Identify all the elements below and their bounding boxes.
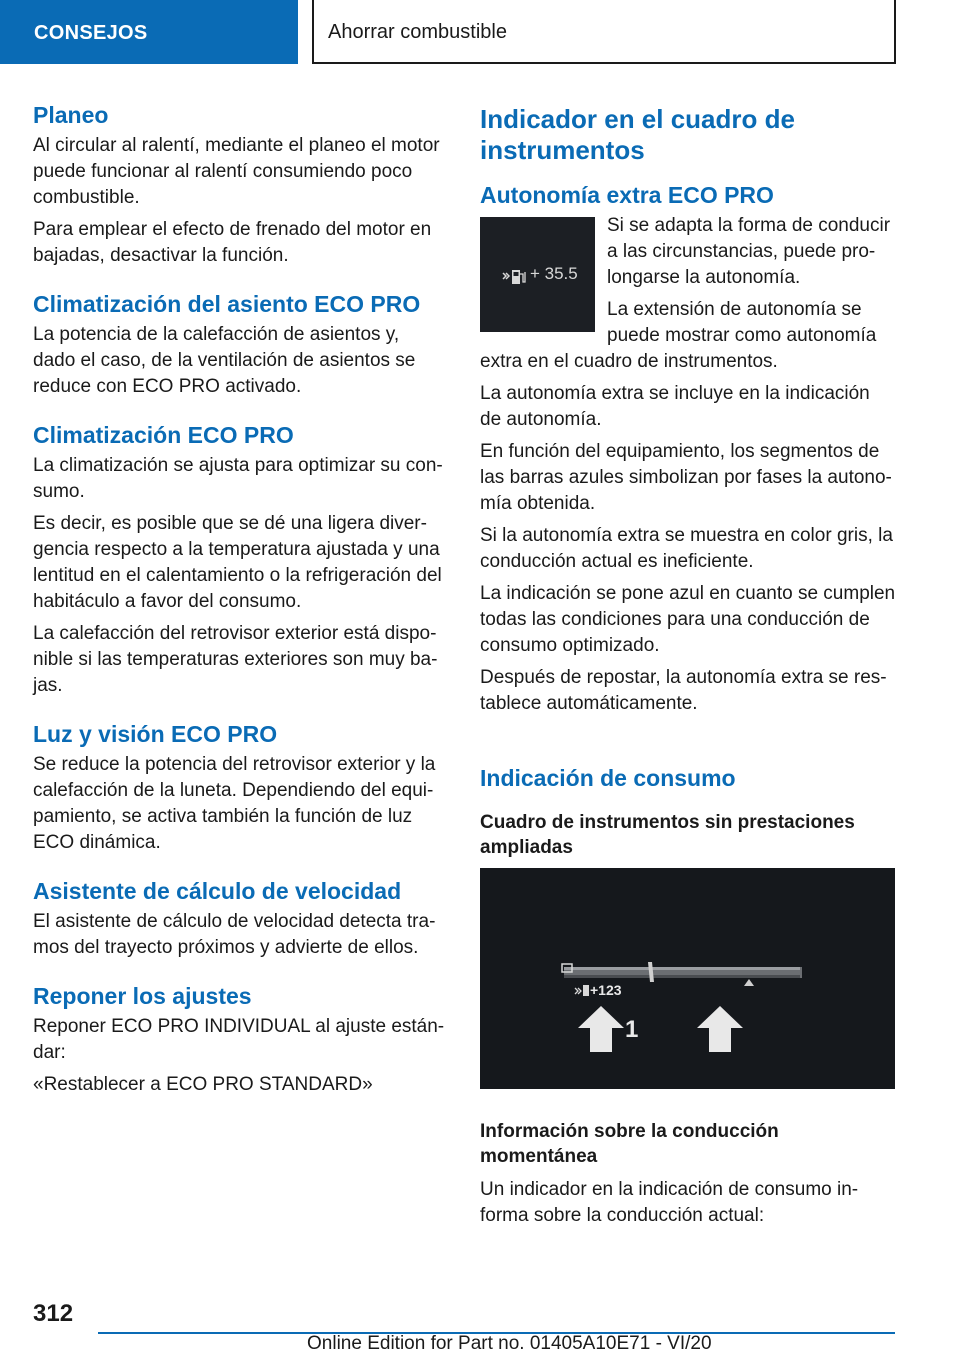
fuel-pump-icon bbox=[502, 267, 528, 287]
paragraph: Se reduce la potencia del retrovisor exterior y la calefacción de la luneta. Dependiendo del equi-pamiento, se activa también la función de luz ECO dinámica. bbox=[33, 754, 436, 853]
paragraph: El asistente de cálculo de velocidad detecta tra-mos del trayecto próximos y advierte de ellos. bbox=[33, 911, 436, 958]
paragraph: Para emplear el efecto de frenado del motor en bajadas, desactivar la función. bbox=[33, 219, 432, 266]
page-header-title: Ahorrar combustible bbox=[312, 0, 896, 64]
paragraph: En función del equipamiento, los segmentos de las barras azules simbolizan por fases la autono-mía obtenida. bbox=[480, 441, 892, 514]
subheading-conduccion-momentanea: Información sobre la conducción momentánea bbox=[480, 1121, 779, 1167]
paragraph: Es decir, es posible que se dé una ligera diver-gencia respecto a la temperatura ajustada y una lentitud en el calentamiento o la refrigeración del habitáculo a favor del consumo. bbox=[33, 513, 442, 612]
left-column bbox=[33, 100, 446, 1104]
heading-reponer-ajustes: Reponer los ajustes bbox=[33, 983, 252, 1009]
paragraph: Si la autonomía extra se muestra en color gris, la conducción actual es ineficiente. bbox=[480, 525, 893, 572]
heading-planeo: Planeo bbox=[33, 102, 109, 128]
consumption-value: +123 bbox=[590, 982, 622, 998]
paragraph: La indicación se pone azul en cuanto se cumplen todas las condiciones para una conducción de consumo optimizado. bbox=[480, 583, 896, 656]
heading-indicador: Indicador en el cuadro de instrumentos bbox=[480, 104, 795, 165]
heading-luz-vision: Luz y visión ECO PRO bbox=[33, 721, 278, 747]
arrow-label-2: 2 bbox=[716, 1016, 730, 1043]
footer-edition: Online Edition for Part no. 01405A10E71 - VI/20 bbox=[307, 1333, 712, 1354]
paragraph: La potencia de la calefacción de asientos y, dado el caso, de la ventilación de asientos se reduce con ECO PRO activado. bbox=[33, 324, 416, 397]
paragraph: Después de repostar, la autonomía extra se res-tablece automáticamente. bbox=[480, 667, 887, 714]
heading-climatizacion: Climatización ECO PRO bbox=[33, 422, 294, 448]
section-tab: CONSEJOS bbox=[0, 0, 298, 64]
heading-climatizacion-asiento: Climatización del asiento ECO PRO bbox=[33, 291, 421, 317]
extra-range-value: + 35.5 bbox=[530, 264, 578, 283]
paragraph: Al circular al ralentí, mediante el planeo el motor puede funcionar al ralentí consumiendo poco combustible. bbox=[33, 135, 440, 208]
page-number: 312 bbox=[33, 1300, 74, 1327]
heading-asistente-velocidad: Asistente de cálculo de velocidad bbox=[33, 878, 402, 904]
paragraph: La calefacción del retrovisor exterior está dispo-nible si las temperaturas exteriores son muy ba-jas. bbox=[33, 623, 438, 696]
eco-pro-display-image bbox=[480, 217, 595, 332]
paragraph: La extensión de autonomía se puede mostrar como autonomía extra en el cuadro de instrumentos. bbox=[480, 299, 877, 372]
paragraph: La climatización se ajusta para optimizar su con-sumo. bbox=[33, 455, 443, 502]
paragraph: Reponer ECO PRO INDIVIDUAL al ajuste están-dar: bbox=[33, 1016, 445, 1063]
subheading-sin-prestaciones: Cuadro de instrumentos sin prestaciones ampliadas bbox=[480, 812, 855, 858]
heading-autonomia-extra: Autonomía extra ECO PRO bbox=[480, 182, 774, 208]
consumption-display-graphic bbox=[480, 868, 895, 1089]
right-column bbox=[480, 100, 896, 1235]
paragraph: La autonomía extra se incluye en la indicación de autonomía. bbox=[480, 383, 870, 430]
arrow-label-1: 1 bbox=[625, 1016, 639, 1043]
heading-indicacion-consumo: Indicación de consumo bbox=[480, 765, 736, 791]
paragraph: «Restablecer a ECO PRO STANDARD» bbox=[33, 1074, 373, 1095]
paragraph: Un indicador en la indicación de consumo in-forma sobre la conducción actual: bbox=[480, 1179, 859, 1226]
consumption-display-image bbox=[480, 868, 895, 1089]
paragraph: Si se adapta la forma de conducir a las circunstancias, puede pro-longarse la autonomía. bbox=[607, 215, 891, 288]
